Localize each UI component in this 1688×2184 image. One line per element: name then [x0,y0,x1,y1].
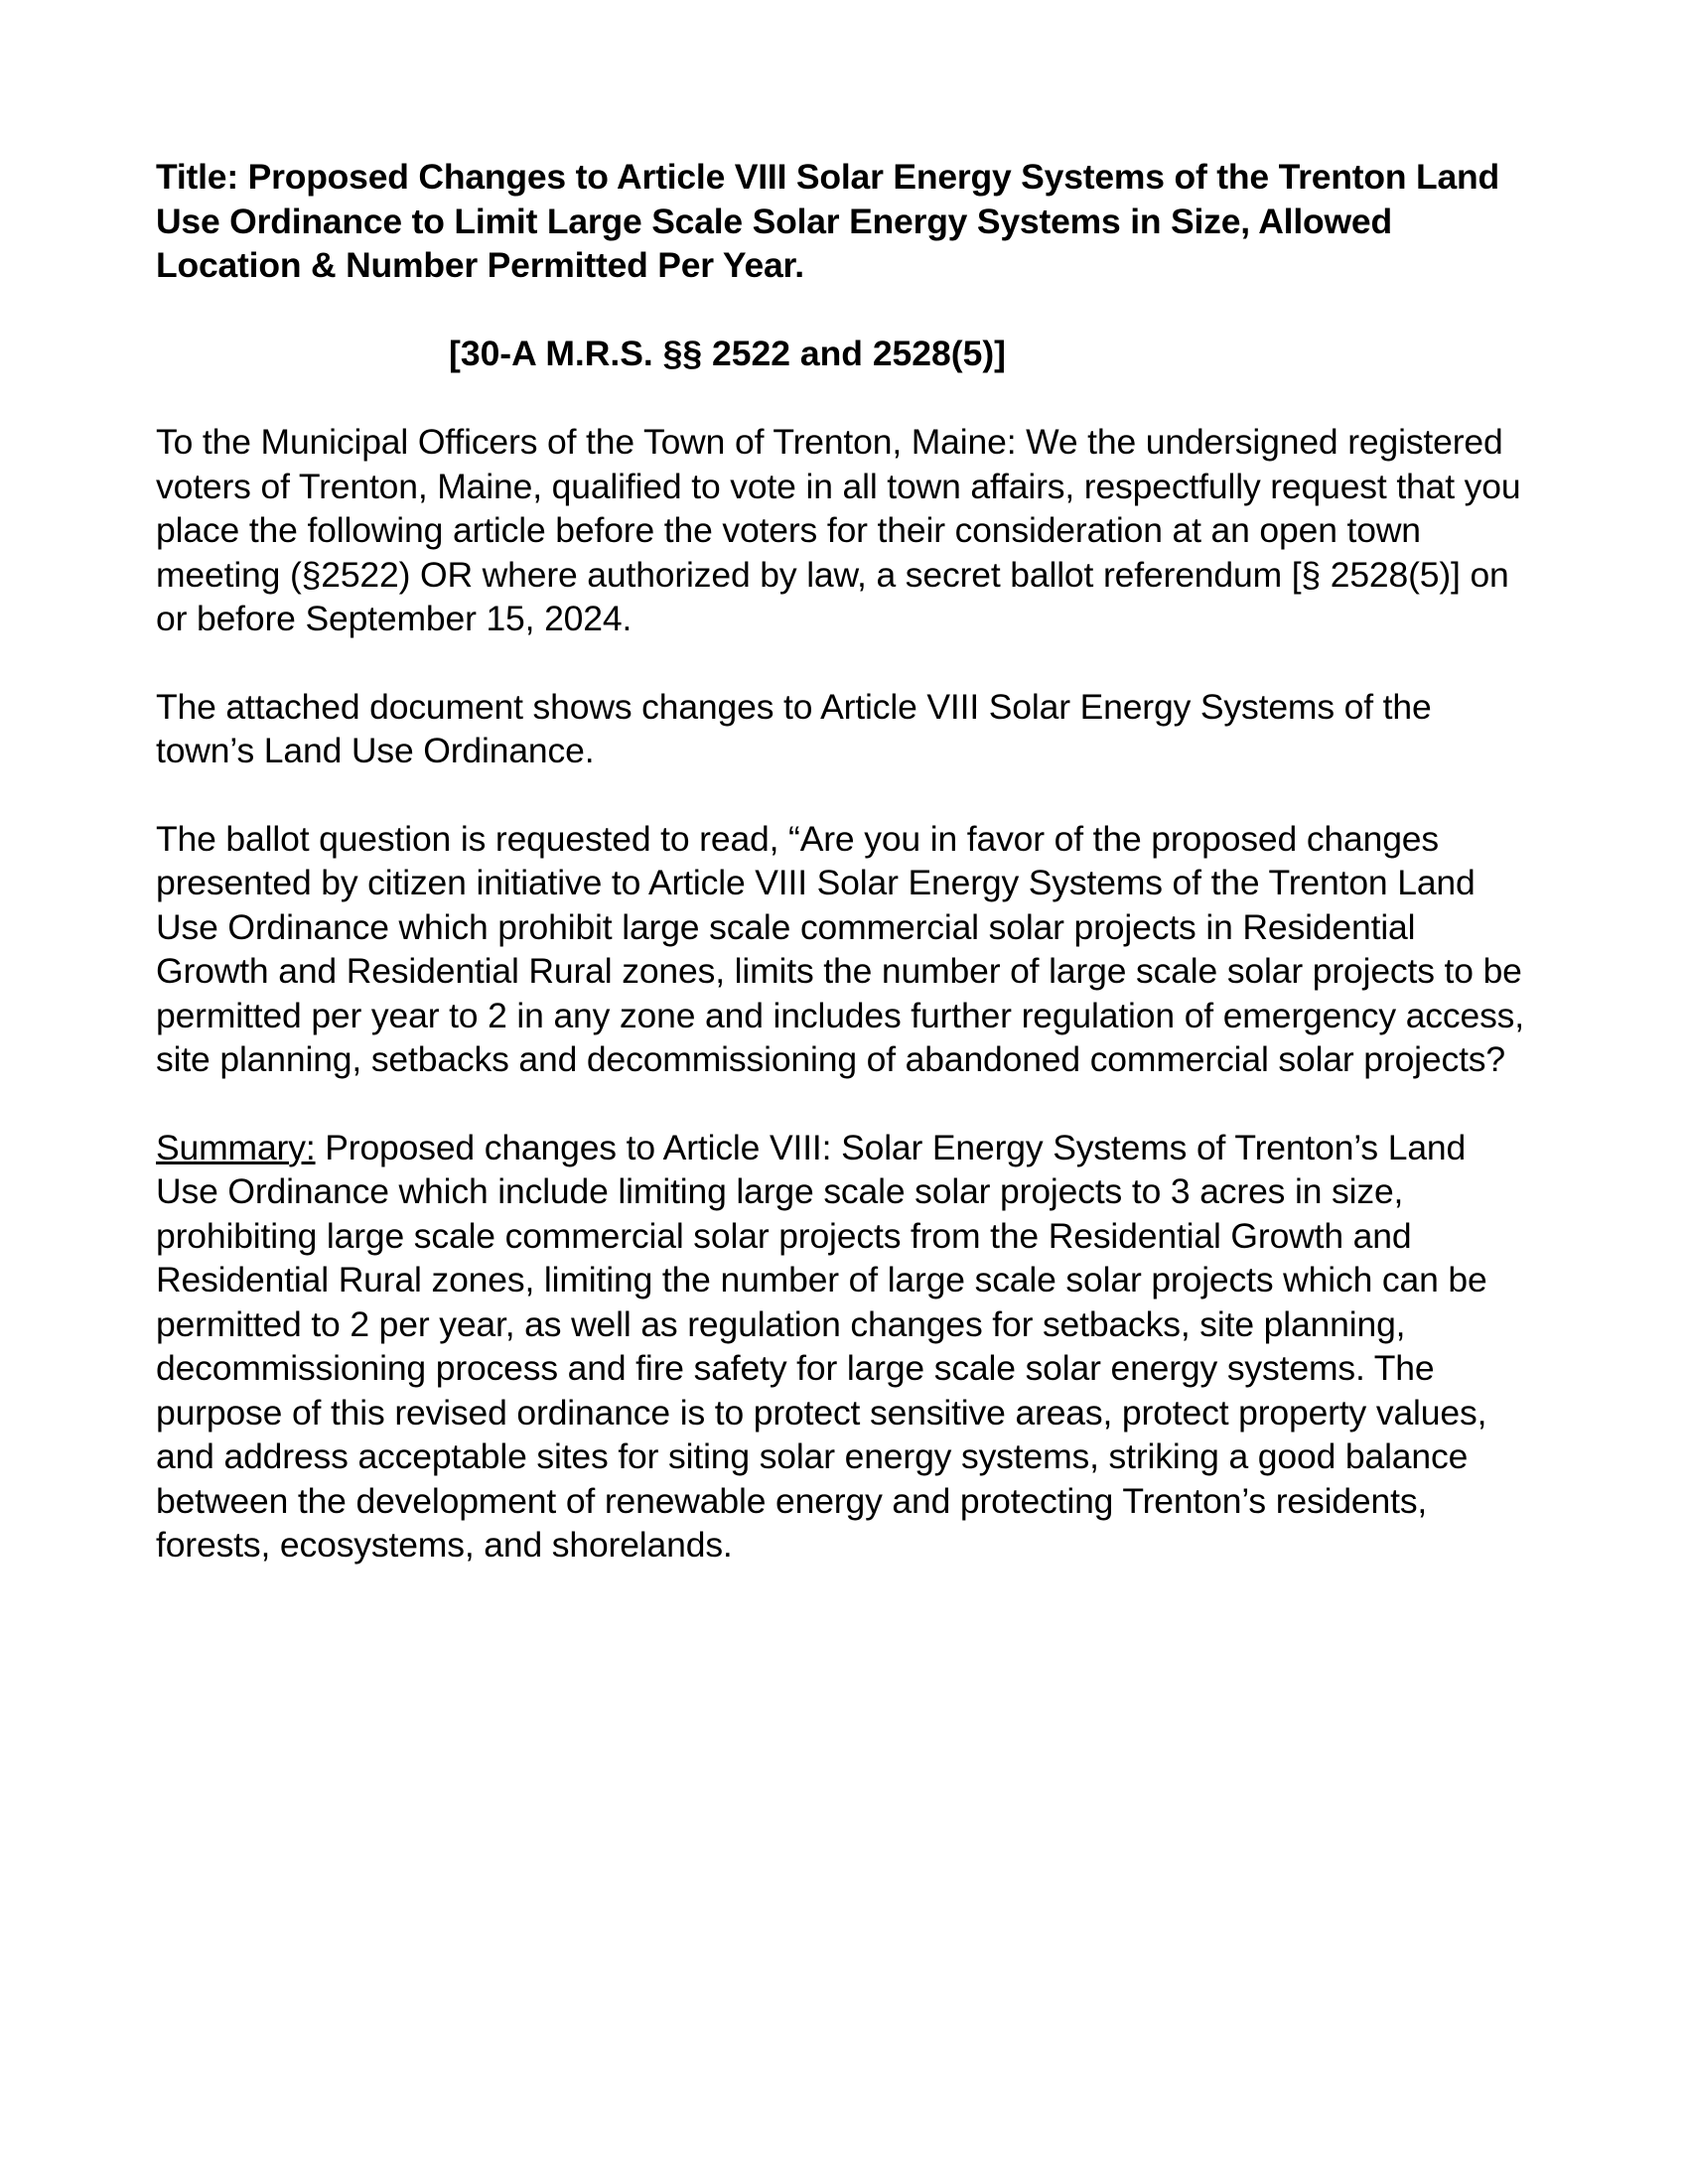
attached-document-paragraph: The attached document shows changes to Article VIII Solar Energy Systems of the town’s Land Use Ordinance. [156,686,1432,770]
petition-paragraph: To the Municipal Officers of the Town of Trenton, Maine: We the undersigned registered voters of Trenton, Maine, qualified to vote in all town affairs, respectfully request that you place the following article before the voters for their consideration at an open town meeting (§2522) OR where authorized by law, a secret ballot referendum [§ 2528(5)] on or before September 15, 2024. [156,422,1521,638]
document-page [156,155,1536,1568]
summary-label: Summary: [156,1127,316,1167]
document-title: Title: Proposed Changes to Article VIII Solar Energy Systems of the Trenton Land Use Ordinance to Limit Large Scale Solar Energy Systems in Size, Allowed Location & Number Permitted Per Year. [156,157,1499,285]
summary-text: Proposed changes to Article VIII: Solar Energy Systems of Trenton’s Land Use Ordinance which include limiting large scale solar projects to 3 acres in size, prohibiting large scale commercial solar projects from the Residential Growth and Residential Rural zones, limiting the number of large scale solar projects which can be permitted to 2 per year, as well as regulation changes for setbacks, site planning, decommissioning process and fire safety for large scale solar energy systems. The purpose of this revised ordinance is to protect sensitive areas, protect property values, and address acceptable sites for siting solar energy systems, striking a good balance between the development of renewable energy and protecting Trenton’s residents, forests, ecosystems, and shorelands. [156,1127,1487,1565]
summary-paragraph [156,1126,1536,1568]
statute-citation: [30-A M.R.S. §§ 2522 and 2528(5)] [449,333,1006,373]
ballot-question-paragraph: The ballot question is requested to read, “Are you in favor of the proposed changes presented by citizen initiative to Article VIII Solar Energy Systems of the Trenton Land Use Ordinance which prohibit large scale commercial solar projects in Residential Growth and Residential Rural zones, limits the number of large scale solar projects to be permitted per year to 2 in any zone and includes further regulation of emergency access, site planning, setbacks and decommissioning of abandoned commercial solar projects? [156,818,1524,1079]
